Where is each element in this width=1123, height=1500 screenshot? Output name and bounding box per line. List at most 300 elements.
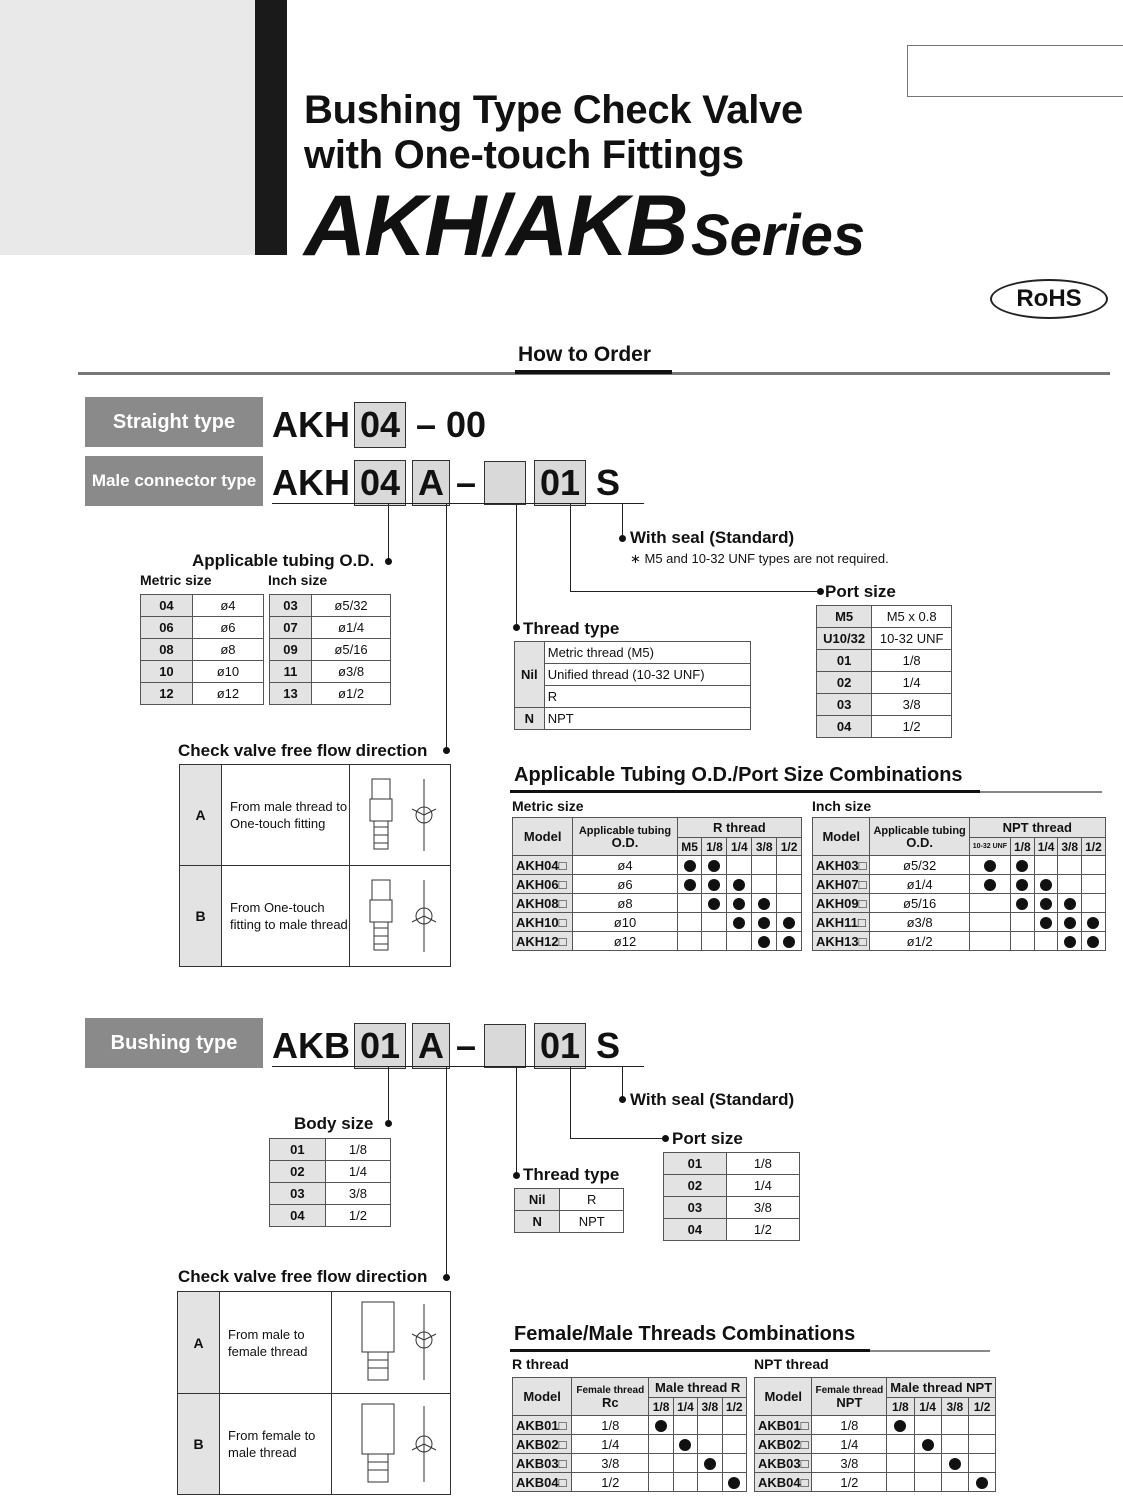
od-cell: ø12 — [573, 932, 677, 951]
availability-dot — [679, 1439, 691, 1451]
availability-dot — [922, 1439, 934, 1451]
bushing-code — [272, 1023, 620, 1069]
table-row — [270, 683, 391, 705]
thread-col-header: 3/8 — [752, 838, 777, 856]
model-cell: AKH06□ — [513, 875, 573, 894]
model-header: Model — [813, 818, 870, 856]
availability-dot — [728, 1477, 740, 1489]
model-cell: AKH08□ — [513, 894, 573, 913]
header-black-bar — [255, 0, 287, 255]
table-value-cell: 3/8 — [872, 694, 952, 716]
od-cell: ø5/32 — [870, 856, 969, 875]
flow-text-a: From male thread to One-touch fitting — [222, 765, 350, 865]
mark-cell — [777, 856, 802, 875]
model-cell: AKH07□ — [813, 875, 870, 894]
thread-type-title: Thread type — [523, 619, 620, 638]
mark-cell — [1011, 932, 1035, 951]
connector-dot — [385, 558, 392, 565]
availability-dot — [984, 860, 996, 872]
mark-cell — [777, 894, 802, 913]
table-row — [664, 1175, 800, 1197]
table-row — [513, 913, 802, 932]
table-key-cell: Nil — [515, 1189, 560, 1211]
availability-dot — [1016, 879, 1028, 891]
mark-cell — [777, 913, 802, 932]
mark-cell — [941, 1454, 968, 1473]
male-size-box: 04 — [354, 460, 406, 506]
male-prefix: AKH — [272, 462, 350, 503]
availability-dot — [733, 879, 745, 891]
model-cell: AKH12□ — [513, 932, 573, 951]
mark-cell — [1011, 856, 1035, 875]
mark-cell — [677, 932, 702, 951]
mark-cell — [1082, 894, 1106, 913]
bushing-dash: – — [456, 1025, 477, 1066]
table-key-cell: N — [515, 708, 545, 730]
mark-cell — [777, 875, 802, 894]
table-row — [270, 1183, 391, 1205]
table-row — [515, 708, 751, 730]
bushing-flow-box — [177, 1291, 451, 1495]
table-row — [664, 1219, 800, 1241]
connector — [570, 1138, 666, 1139]
connector — [622, 1066, 623, 1099]
od-cell: ø6 — [573, 875, 677, 894]
model-cell: AKH10□ — [513, 913, 573, 932]
table-key-cell: 09 — [270, 639, 312, 661]
table-value-cell: 1/8 — [726, 1153, 799, 1175]
mark-cell — [887, 1454, 914, 1473]
thread-col-header: 3/8 — [1058, 838, 1082, 856]
table-value-cell: M5 x 0.8 — [872, 606, 952, 628]
model-header: Model — [513, 1378, 572, 1416]
mark-cell — [1011, 913, 1035, 932]
table-row — [270, 595, 391, 617]
mark-cell — [677, 913, 702, 932]
availability-dot — [984, 879, 996, 891]
mark-cell — [698, 1416, 722, 1435]
table-value-cell: Unified thread (10-32 UNF) — [544, 664, 750, 686]
mark-cell — [914, 1454, 941, 1473]
flow-direction-title: Check valve free flow direction — [178, 741, 428, 760]
od-cell: ø4 — [573, 856, 677, 875]
mark-cell — [727, 913, 752, 932]
availability-dot — [704, 1458, 716, 1470]
thread-col-header: 1/4 — [727, 838, 752, 856]
connector — [570, 1066, 571, 1138]
mark-cell — [941, 1416, 968, 1435]
connector — [388, 1066, 389, 1124]
connector — [570, 503, 571, 591]
connector — [516, 503, 517, 628]
connector-dot — [619, 1096, 626, 1103]
bushing-flow-text-a: From male to female thread — [220, 1292, 332, 1393]
model-cell: AKB04□ — [755, 1473, 812, 1492]
mark-cell — [1011, 894, 1035, 913]
male-col-header: 1/4 — [914, 1398, 941, 1416]
mark-cell — [968, 1435, 995, 1454]
straight-type-label: Straight type — [85, 397, 263, 447]
table-row — [755, 1473, 996, 1492]
model-cell: AKB02□ — [513, 1435, 572, 1454]
mark-cell — [914, 1473, 941, 1492]
od-header-line1: Applicable tubing — [873, 824, 966, 837]
availability-dot — [1016, 898, 1028, 910]
table-row — [141, 639, 264, 661]
od-cell: ø8 — [573, 894, 677, 913]
model-cell: AKH03□ — [813, 856, 870, 875]
bushing-flow-key-b: B — [178, 1394, 220, 1494]
mark-cell — [969, 894, 1010, 913]
table-value-cell: ø4 — [192, 595, 263, 617]
table-value-cell: 1/2 — [872, 716, 952, 738]
fitting-diagram-a — [350, 765, 450, 865]
table-value-cell: 3/8 — [726, 1197, 799, 1219]
tubing-od-title: Applicable tubing O.D. — [192, 551, 375, 570]
flow-key-a: A — [180, 765, 222, 865]
table-row — [813, 913, 1106, 932]
mark-cell — [677, 894, 702, 913]
mark-cell — [752, 856, 777, 875]
mark-cell — [673, 1473, 697, 1492]
mark-cell — [649, 1416, 673, 1435]
male-dash: – — [456, 462, 477, 503]
fm-npt-table — [754, 1377, 996, 1492]
female-cell: 3/8 — [812, 1454, 887, 1473]
bushing-code-underline — [272, 1066, 644, 1067]
table-key-cell: 02 — [817, 672, 872, 694]
table-key-cell: 03 — [664, 1197, 727, 1219]
header-gray-panel — [0, 0, 255, 255]
mark-cell — [1034, 894, 1058, 913]
table-key-cell: 10 — [141, 661, 193, 683]
mark-cell — [1058, 856, 1082, 875]
table-value-cell: 1/4 — [872, 672, 952, 694]
mark-cell — [649, 1473, 673, 1492]
availability-dot — [708, 879, 720, 891]
model-cell: AKB02□ — [755, 1435, 812, 1454]
flow-direction-row-b — [180, 866, 450, 966]
table-value-cell: R — [544, 686, 750, 708]
female-header — [812, 1378, 887, 1416]
male-col-header: 3/8 — [941, 1398, 968, 1416]
mark-cell — [1058, 932, 1082, 951]
male-seal-note: ∗ M5 and 10-32 UNF types are not required. — [630, 551, 889, 566]
table-key-cell: U10/32 — [817, 628, 872, 650]
thread-col-header: 1/2 — [1082, 838, 1106, 856]
bushing-diagram-b — [332, 1394, 450, 1494]
thread-col-header: 1/4 — [1034, 838, 1058, 856]
table-row — [664, 1153, 800, 1175]
table-key-cell: 01 — [817, 650, 872, 672]
mark-cell — [727, 894, 752, 913]
od-header — [870, 818, 969, 856]
combos-title: Applicable Tubing O.D./Port Size Combinations — [514, 764, 963, 786]
table-row — [141, 683, 264, 705]
table-row — [515, 1189, 624, 1211]
availability-dot — [1064, 898, 1076, 910]
od-header-line2: O.D. — [611, 834, 639, 850]
bushing-size-box: 01 — [354, 1023, 406, 1069]
connector-dot — [662, 1135, 669, 1142]
combos-inch-title: Inch size — [812, 798, 872, 814]
straight-suffix: 00 — [446, 404, 487, 445]
mark-cell — [702, 894, 727, 913]
table-row — [817, 672, 952, 694]
mark-cell — [752, 894, 777, 913]
table-row — [270, 1205, 391, 1227]
table-header-row — [513, 1378, 747, 1398]
mark-cell — [722, 1473, 746, 1492]
port-size-table — [816, 605, 952, 738]
mark-cell — [677, 856, 702, 875]
table-value-cell: ø1/4 — [312, 617, 391, 639]
connector — [570, 591, 820, 592]
table-key-cell: 08 — [141, 639, 193, 661]
connector-dot — [619, 535, 626, 542]
table-row — [755, 1416, 996, 1435]
mark-cell — [752, 913, 777, 932]
od-cell: ø1/4 — [870, 875, 969, 894]
straight-code — [272, 402, 486, 448]
bushing-seal-text: With seal (Standard) — [630, 1090, 795, 1109]
table-value-cell: 1/2 — [726, 1219, 799, 1241]
female-cell: 1/2 — [572, 1473, 649, 1492]
tubing-inch-title: Inch size — [268, 572, 328, 588]
mark-cell — [1034, 856, 1058, 875]
male-col-header: 1/8 — [887, 1398, 914, 1416]
table-value-cell: 1/8 — [325, 1139, 390, 1161]
availability-dot — [758, 936, 770, 948]
combos-metric-table — [512, 817, 802, 951]
mark-cell — [968, 1416, 995, 1435]
mark-cell — [1011, 875, 1035, 894]
table-row — [755, 1435, 996, 1454]
availability-dot — [1087, 917, 1099, 929]
table-value-cell: 10-32 UNF — [872, 628, 952, 650]
body-size-title: Body size — [294, 1114, 374, 1133]
table-row — [817, 716, 952, 738]
mark-cell — [887, 1473, 914, 1492]
model-cell: AKB03□ — [755, 1454, 812, 1473]
table-key-cell: 01 — [664, 1153, 727, 1175]
male-col-header: 1/2 — [968, 1398, 995, 1416]
female-cell: 1/8 — [812, 1416, 887, 1435]
female-cell: 3/8 — [572, 1454, 649, 1473]
female-header-line1: Female thread — [576, 1384, 645, 1396]
table-key-cell: 04 — [270, 1205, 326, 1227]
male-connector-type-label: Male connector type — [85, 456, 263, 506]
mark-cell — [1034, 932, 1058, 951]
mark-cell — [887, 1435, 914, 1454]
table-row — [513, 875, 802, 894]
table-row — [270, 639, 391, 661]
table-key-cell: 04 — [664, 1219, 727, 1241]
table-row — [813, 875, 1106, 894]
table-header-row — [755, 1378, 996, 1398]
table-row — [513, 932, 802, 951]
table-value-cell: 1/4 — [325, 1161, 390, 1183]
table-key-cell: 12 — [141, 683, 193, 705]
table-key-cell: 02 — [270, 1161, 326, 1183]
availability-dot — [1016, 860, 1028, 872]
bushing-dir-box: A — [412, 1023, 450, 1069]
table-value-cell: ø5/32 — [312, 595, 391, 617]
table-key-cell: N — [515, 1211, 560, 1233]
flow-direction-row-a — [180, 765, 450, 866]
table-row — [513, 894, 802, 913]
availability-dot — [758, 898, 770, 910]
male-port-box: 01 — [534, 460, 586, 506]
thread-group-header: R thread — [677, 818, 801, 838]
table-value-cell: 1/4 — [726, 1175, 799, 1197]
table-value-cell: ø5/16 — [312, 639, 391, 661]
mark-cell — [1082, 875, 1106, 894]
flow-text-b: From One-touch fitting to male thread — [222, 866, 350, 966]
od-header — [573, 818, 677, 856]
male-thread-box — [484, 461, 526, 505]
page-title-line2: with One-touch Fittings — [304, 133, 744, 177]
combos-inch-table — [812, 817, 1106, 951]
availability-dot — [1040, 879, 1052, 891]
table-row — [817, 650, 952, 672]
mark-cell — [1058, 913, 1082, 932]
od-header-line2: O.D. — [906, 834, 933, 850]
model-cell: AKH13□ — [813, 932, 870, 951]
table-value-cell: ø10 — [192, 661, 263, 683]
mark-cell — [727, 932, 752, 951]
table-row — [515, 1211, 624, 1233]
table-value-cell: ø12 — [192, 683, 263, 705]
table-key-cell: 04 — [817, 716, 872, 738]
female-cell: 1/4 — [812, 1435, 887, 1454]
thread-type-table — [514, 641, 751, 730]
male-dir-box: A — [412, 460, 450, 506]
table-row — [270, 617, 391, 639]
bushing-flow-title: Check valve free flow direction — [178, 1267, 428, 1286]
connector-dot — [513, 1172, 520, 1179]
bushing-port-box: 01 — [534, 1023, 586, 1069]
table-value-cell: NPT — [544, 708, 750, 730]
bushing-diagram-a — [332, 1292, 450, 1393]
connector — [516, 1066, 517, 1176]
straight-dash: – — [416, 404, 437, 445]
mark-cell — [722, 1435, 746, 1454]
series-title — [304, 178, 866, 274]
male-col-header: 1/8 — [649, 1398, 673, 1416]
model-header: Model — [755, 1378, 812, 1416]
port-size-title: Port size — [825, 582, 896, 601]
male-group-header: Male thread NPT — [887, 1378, 996, 1398]
thread-col-header: M5 — [677, 838, 702, 856]
availability-dot — [733, 917, 745, 929]
table-key-cell: 11 — [270, 661, 312, 683]
model-cell: AKB01□ — [755, 1416, 812, 1435]
mark-cell — [968, 1454, 995, 1473]
fm-underline — [510, 1349, 870, 1352]
table-value-cell: ø6 — [192, 617, 263, 639]
table-key-cell: 03 — [817, 694, 872, 716]
table-row — [141, 661, 264, 683]
male-col-header: 3/8 — [698, 1398, 722, 1416]
table-value-cell: 1/2 — [325, 1205, 390, 1227]
table-row — [515, 642, 751, 664]
bushing-thread-table — [514, 1188, 624, 1233]
model-cell: AKB01□ — [513, 1416, 572, 1435]
availability-dot — [1064, 917, 1076, 929]
table-row — [141, 617, 264, 639]
female-header — [572, 1378, 649, 1416]
mark-cell — [673, 1435, 697, 1454]
availability-dot — [783, 917, 795, 929]
table-key-cell: 03 — [270, 595, 312, 617]
mark-cell — [914, 1416, 941, 1435]
header-blank-box — [907, 45, 1123, 97]
table-key-cell: 04 — [141, 595, 193, 617]
mark-cell — [969, 913, 1010, 932]
series-word: Series — [691, 203, 866, 268]
how-to-order-underline — [515, 370, 672, 374]
table-row — [813, 932, 1106, 951]
mark-cell — [887, 1416, 914, 1435]
bushing-flow-key-a: A — [178, 1292, 220, 1393]
availability-dot — [758, 917, 770, 929]
mark-cell — [941, 1473, 968, 1492]
availability-dot — [1040, 898, 1052, 910]
table-value-cell: ø1/2 — [312, 683, 391, 705]
rohs-badge: RoHS — [990, 279, 1108, 319]
availability-dot — [684, 860, 696, 872]
thread-group-header: NPT thread — [969, 818, 1105, 838]
od-header-line1: Applicable tubing — [578, 824, 672, 837]
bushing-thread-box — [484, 1024, 526, 1068]
mark-cell — [941, 1435, 968, 1454]
thread-col-header: 10-32 UNF — [969, 838, 1010, 856]
fm-r-title: R thread — [512, 1356, 569, 1372]
model-cell: AKH09□ — [813, 894, 870, 913]
table-key-cell: 06 — [141, 617, 193, 639]
connector-dot — [443, 1274, 450, 1281]
table-value-cell: R — [560, 1189, 624, 1211]
table-value-cell: 1/8 — [872, 650, 952, 672]
mark-cell — [1058, 894, 1082, 913]
availability-dot — [708, 898, 720, 910]
mark-cell — [752, 875, 777, 894]
female-header-line2: NPT — [836, 1394, 863, 1410]
bushing-type-label: Bushing type — [85, 1018, 263, 1068]
mark-cell — [649, 1454, 673, 1473]
straight-prefix: AKH — [272, 404, 350, 445]
table-row — [513, 1454, 747, 1473]
table-value-cell: ø3/8 — [312, 661, 391, 683]
mark-cell — [698, 1435, 722, 1454]
mark-cell — [1034, 913, 1058, 932]
mark-cell — [969, 875, 1010, 894]
connector-dot — [513, 624, 520, 631]
mark-cell — [727, 856, 752, 875]
mark-cell — [702, 932, 727, 951]
mark-cell — [969, 856, 1010, 875]
tubing-metric-table — [140, 594, 264, 705]
table-row — [813, 894, 1106, 913]
model-cell: AKH04□ — [513, 856, 573, 875]
female-header-line1: Female thread — [815, 1384, 884, 1396]
mark-cell — [777, 932, 802, 951]
availability-dot — [733, 898, 745, 910]
mark-cell — [702, 856, 727, 875]
mark-cell — [702, 875, 727, 894]
connector-dot — [817, 588, 824, 595]
